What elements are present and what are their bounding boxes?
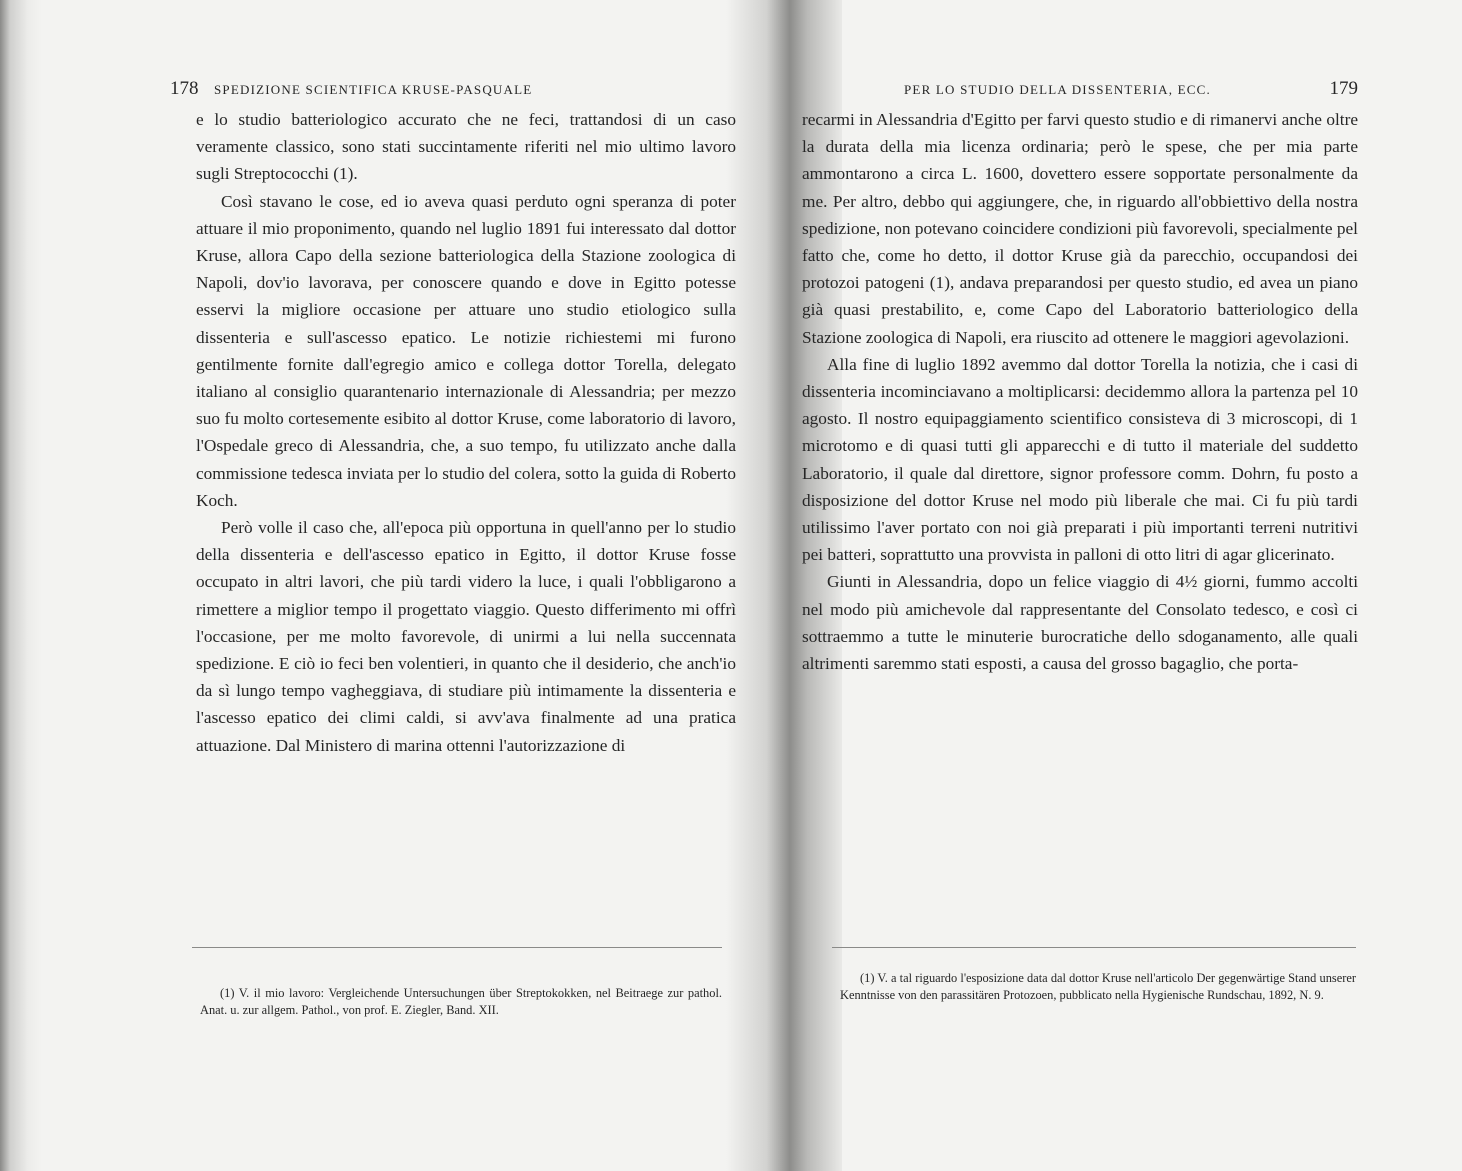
running-head <box>170 70 736 106</box>
paragraph: e lo studio batteriologico accurato che ne feci, trattandosi di un caso veramente classico, sono stati succintamente riferiti nel mio ultimo lavoro sugli Streptococchi (1). <box>196 110 736 184</box>
body-text <box>802 106 1358 677</box>
page-number: 178 <box>170 78 199 99</box>
left-page <box>170 70 736 1017</box>
footnote-rule <box>832 947 1356 948</box>
right-page <box>802 70 1358 1002</box>
paragraph: Così stavano le cose, ed io aveva quasi perduto ogni speranza di poter attuare il mio proponimento, quando nel luglio 1891 fui interessato dal dottor Kruse, allora Capo della sezione batteriologica della Stazione zoologica di Napoli, dov'io lavorava, per conoscere quando e dove in Egitto potesse esservi la migliore occasione per attuare uno studio etiologico sulla dissenteria e sull'ascesso epatico. Le notizie richiestemi mi furono gentilmente fornite dall'egregio amico e collega dottor Torella, delegato italiano al consiglio quarantenario internazionale di Alessandria; per mezzo suo fu molto cortesemente esibito al dottor Kruse, come laboratorio di lavoro, l'Ospedale greco di Alessandria, che, a suo tempo, fu utilizzato anche dalla commissione tedesca inviata per lo studio del colera, sotto la guida di Roberto Koch. <box>196 191 736 510</box>
footnote-rule <box>192 947 722 948</box>
page-number: 179 <box>1329 78 1358 99</box>
running-head <box>802 70 1358 106</box>
footnote-text: (1) V. il mio lavoro: Vergleichende Untersuchungen über Streptokokken, nel Beitraege zur pathol. Anat. u. zur allgem. Pathol., von prof. E. Ziegler, Band. XII. <box>200 986 722 1017</box>
paragraph: Però volle il caso che, all'epoca più opportuna in quell'anno per lo studio della dissenteria e dell'ascesso epatico in Egitto, il dottor Kruse fosse occupato in altri lavori, che più tardi videro la luce, i quali l'obbligarono a rimettere a miglior tempo il progettato viaggio. Questo differimento mi offrì l'occasione, per me molto favorevole, di unirmi a lui nella succennata spedizione. E ciò io feci ben volentieri, in quanto che il desiderio, che anch'io da sì lungo tempo vagheggiava, di studiare più intimamente la dissenteria e l'ascesso epatico dei climi caldi, si avv'ava finalmente ad una pratica attuazione. Dal Ministero di marina ottenni l'autorizzazione di <box>196 518 736 755</box>
paragraph: Alla fine di luglio 1892 avemmo dal dottor Torella la notizia, che i casi di dissenteria incominciavano a moltiplicarsi: decidemmo allora la partenza pel 10 agosto. Il nostro equipaggiamento scientifico consisteva di 3 microscopi, di 1 microtomo e di quasi tutti gli apparecchi e di tutto il materiale del suddetto Laboratorio, il quale dal direttore, signor professore comm. Dohrn, fu posto a disposizione del dottor Kruse nel modo più liberale che mai. Ci fu più tardi utilissimo l'aver portato con noi già preparati i più importanti terreni nutritivi pei batteri, soprattutto una provvista in palloni di otto litri di agar glicerinato. <box>802 354 1358 565</box>
footnote <box>840 970 1356 1004</box>
running-title: SPEDIZIONE SCIENTIFICA KRUSE-PASQUALE <box>214 82 533 97</box>
body-text <box>196 106 736 759</box>
footnote-text: (1) V. a tal riguardo l'esposizione data dal dottor Kruse nell'articolo Der gegenwärtige Stand unserer Kenntnisse von den parassitären Protozoen, pubblicato nella Hygienische Rundschau, 1892, N. 9. <box>840 971 1356 1002</box>
paragraph: recarmi in Alessandria d'Egitto per farvi questo studio e di rimanervi anche oltre la durata della mia licenza ordinaria; però le spese, che per mia parte ammontarono a circa L. 1600, dovettero essere sopportate personalmente da me. Per altro, debbo qui aggiungere, che, in riguardo all'obbiettivo della nostra spedizione, non potevano coincidere condizioni più favorevoli, specialmente pel fatto che, come ho detto, il dottor Kruse già da parecchio, occupandosi dei protozoi patogeni (1), andava preparandosi per questo studio, ed avea un piano già quasi prestabilito, e, come Capo del Laboratorio batteriologico della Stazione zoologica di Napoli, era riuscito ad ottenere le maggiori agevolazioni. <box>802 110 1358 347</box>
footnote <box>200 985 722 1019</box>
paragraph: Giunti in Alessandria, dopo un felice viaggio di 4½ giorni, fummo accolti nel modo più amichevole dal rappresentante del Consolato tedesco, e così ci sottraemmo a tutte le minuterie burocratiche dello sdoganamento, alle quali altrimenti saremmo stati esposti, a causa del grosso bagaglio, che porta- <box>802 572 1358 674</box>
running-title: PER LO STUDIO DELLA DISSENTERIA, ECC. <box>904 82 1211 97</box>
page-edge-shadow <box>0 0 42 1171</box>
